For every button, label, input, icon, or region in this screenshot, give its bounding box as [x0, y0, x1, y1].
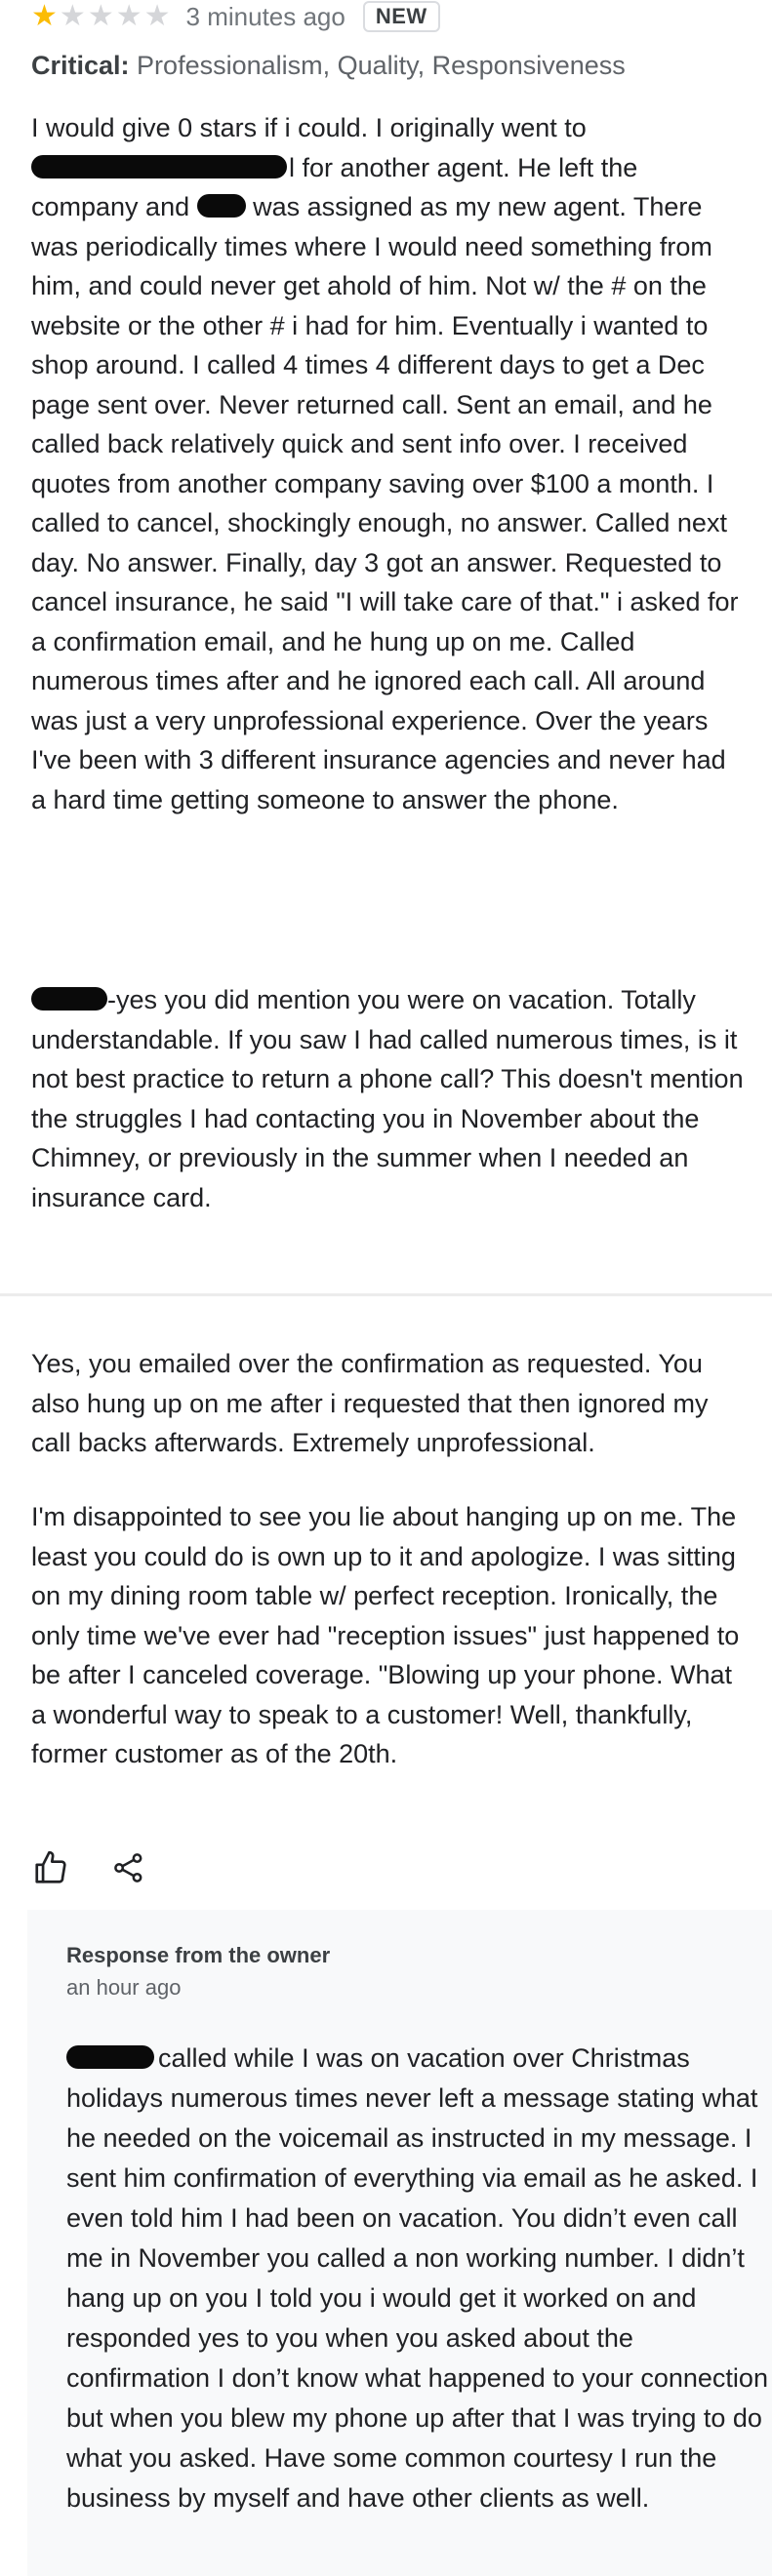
- star-rating: [31, 2, 171, 31]
- like-button[interactable]: [31, 1848, 70, 1887]
- star-empty-icon: ★: [87, 0, 114, 32]
- review-text-part: -yes you did mention you were on vacation. Totally understandable. If you saw I had called numerous times, is it not best practice to return a phone call? This doesn't mention the struggles I had contacting you in November about the Chimney, or previously in the summer when I needed an insurance card.: [31, 985, 744, 1212]
- review-text-part: was assigned as my new agent. There was periodically times where I would need something from him, and could never get ahold of him. Not w/ the # on the website or the other # i had for him. Eventually i wanted to shop around. I called 4 times 4 different days to get a Dec page sent over. Never returned call. Sent an email, and he called back relatively quick and sent info over. I received quotes from another company saving over $100 a month. I called to cancel, shockingly enough, no answer. Called next day. No answer. Finally, day 3 got an answer. Requested to cancel insurance, he said "I will take care of that." i asked for a confirmation email, and he hung up on me. Called numerous times after and he ignored each call. All around was just a very unprofessional experience. Over the years I've been with 3 different insurance agencies and never had a hard time getting someone to answer the phone.: [31, 192, 739, 814]
- redacted-name: [31, 155, 287, 178]
- review-header: [31, 0, 440, 33]
- critical-attributes: [31, 51, 626, 81]
- new-badge: NEW: [363, 1, 440, 32]
- review-actions: [31, 1848, 148, 1887]
- owner-response: [27, 1910, 772, 2576]
- review-text-part: I would give 0 stars if i could. I originally went to: [31, 113, 587, 142]
- share-icon: [112, 1851, 145, 1884]
- owner-response-text: [66, 2039, 769, 2518]
- star-empty-icon: ★: [59, 0, 86, 32]
- star-empty-icon: ★: [115, 0, 142, 32]
- review-paragraph-4: I'm disappointed to see you lie about hanging up on me. The least you could do is own up to it and apologize. I was sitting on my dining room table w/ perfect reception. Ironically, the only time we've ever had "reception issues" just happened to be after I canceled coverage. "Blowing up your phone. What a wonderful way to speak to a customer! Well, thankfully, former customer as of the 20th.: [31, 1502, 740, 1768]
- critical-label: Critical:: [31, 51, 130, 80]
- owner-response-body: called while I was on vacation over Christmas holidays numerous times never left a message stating what he needed on the voicemail as instructed in my message. I sent him confirmation of everything via email as he asked. I even told him I had been on vacation. You didn’t even call me in November you called a non working number. I didn’t hang up on you I told you i would get it worked on and responded yes to you when you asked about the confirmation I don’t know what happened to your connection but when you blew my phone up after that I was trying to do what you asked. Have some common courtesy I run the business by myself and have other clients as well.: [66, 2043, 768, 2513]
- redacted-name: [197, 194, 246, 218]
- owner-response-title: Response from the owner: [66, 1943, 331, 1967]
- owner-response-time: an hour ago: [66, 1975, 182, 2000]
- section-divider: [0, 1293, 772, 1296]
- review-paragraph-2: [31, 980, 744, 1217]
- redacted-name: [31, 987, 107, 1011]
- review-text-part: l for another agent. He left the company and: [31, 152, 638, 221]
- redacted-name: [66, 2045, 154, 2069]
- share-button[interactable]: [109, 1848, 148, 1887]
- review-paragraph-1: [31, 108, 744, 819]
- review-time: 3 minutes ago: [185, 1, 345, 31]
- star-empty-icon: ★: [143, 0, 171, 32]
- critical-items: Professionalism, Quality, Responsiveness: [137, 51, 626, 80]
- star-filled-icon: ★: [31, 0, 58, 32]
- thumbs-up-icon: [32, 1849, 69, 1886]
- review-paragraph-3: Yes, you emailed over the confirmation as requested. You also hung up on me after i requested that then ignored my call backs afterwards. Extremely unprofessional.: [31, 1349, 709, 1457]
